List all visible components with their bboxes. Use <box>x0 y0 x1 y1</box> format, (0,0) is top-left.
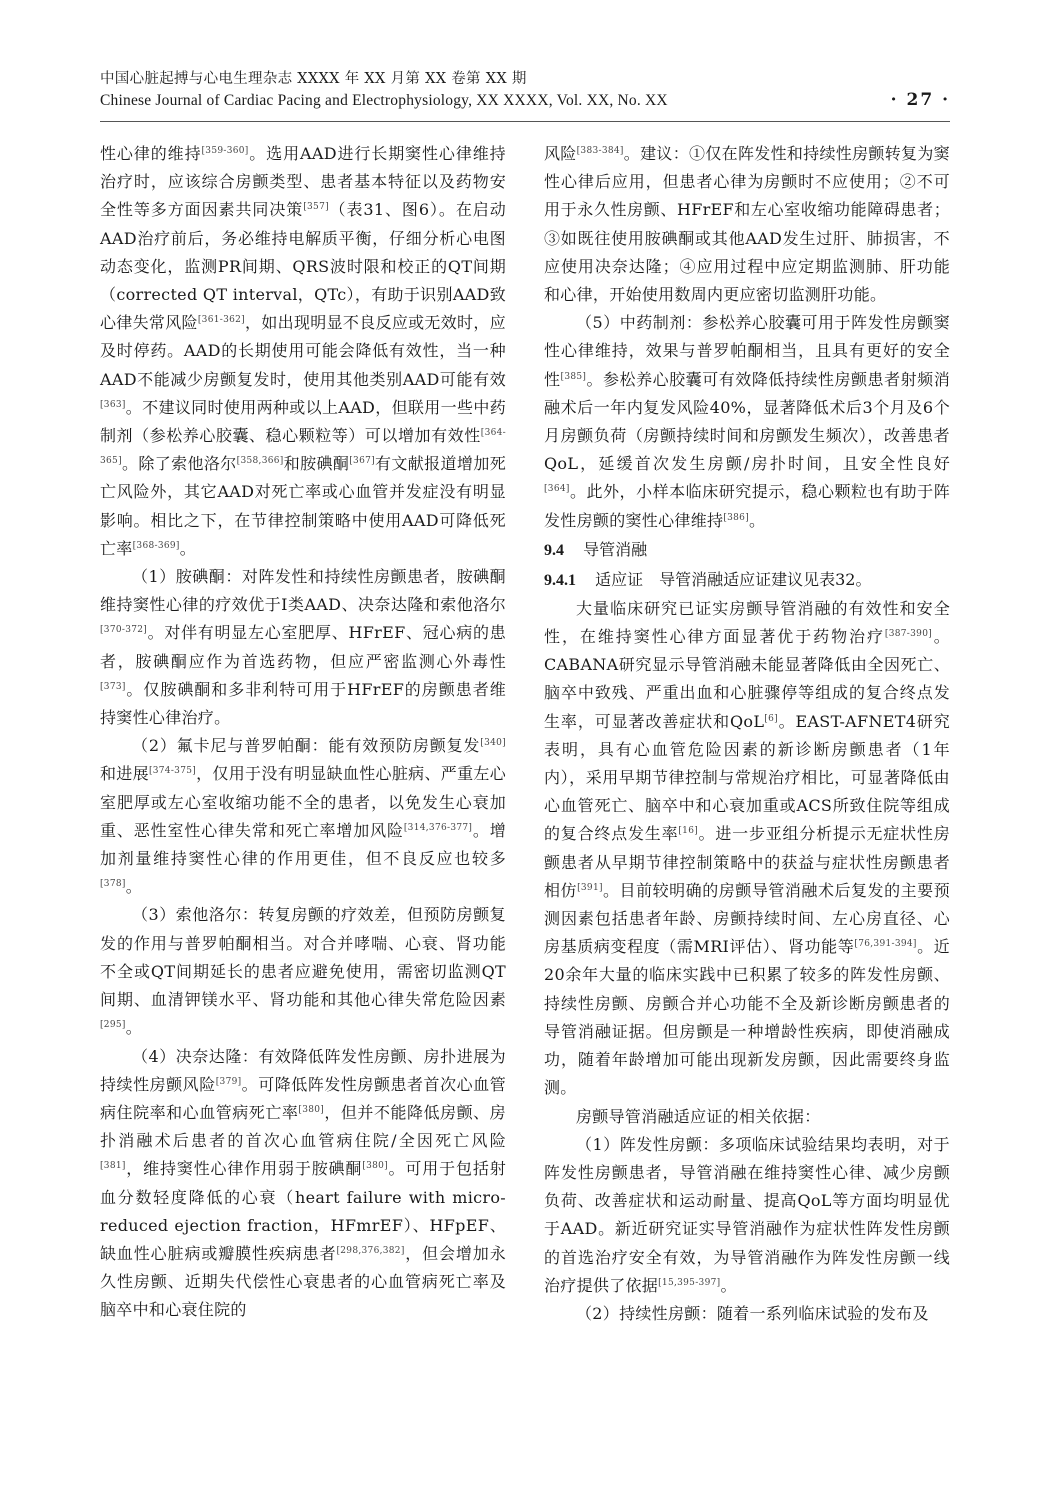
text-run: 。 <box>720 1275 737 1295</box>
subsection-number: 9.4.1 <box>544 571 576 589</box>
citation-ref: [385] <box>560 371 587 382</box>
text-run: 。 <box>179 538 197 558</box>
text-run: 有文献报道增加死亡风险外，其它AAD对死亡率或心血管并发症没有明显影响。相比之下，在节律控制策略中使用AAD可降低死亡率 <box>100 454 506 558</box>
citation-ref: [386] <box>723 512 750 523</box>
section-title: 导管消融 <box>583 539 648 559</box>
paragraph-dronedarone-cont <box>544 140 950 309</box>
text-run: ，如出现明显不良反应或无效时，应及时停药。AAD的长期使用可能会降低有效性，当一种AAD不能减少房颤复发时，使用其他类别AAD可能有效 <box>100 313 506 389</box>
header-rule <box>100 121 950 122</box>
text-run: （表31、图6）。在启动AAD治疗前后，务必维持电解质平衡，仔细分析心电图动态变化，监测PR间期、QRS波时限和校正的QT间期（corrected QT interval，QTc），有助于识别AAD致心律失常风险 <box>100 200 507 333</box>
text-run: 。进一步亚组分析提示无症状性房颤患者从早期节律控制策略中的获益与症状性房颤患者相仿 <box>544 824 950 900</box>
section-heading-9-4 <box>544 535 950 565</box>
text-run: 。 <box>749 510 766 530</box>
citation-ref: [295] <box>100 1020 126 1031</box>
text-run: 。对伴有明显左心室肥厚、HFrEF、冠心病的患者，胺碘酮应作为首选药物，但应严密监测心外毒性 <box>100 623 506 671</box>
citation-ref: [370-372] <box>100 625 148 636</box>
text-run: （2）氟卡尼与普罗帕酮：能有效预防房颤复发 <box>132 736 481 756</box>
citation-ref: [16] <box>678 826 699 837</box>
citation-ref: [379] <box>215 1076 242 1087</box>
citation-ref: [380] <box>362 1161 388 1172</box>
citation-ref: [15,395-397] <box>658 1277 721 1288</box>
citation-ref: [357] <box>303 202 329 213</box>
citation-ref: [76,391-394] <box>854 939 917 950</box>
citation-ref: [359-360] <box>201 146 249 156</box>
text-run: 。除了索他洛尔 <box>121 454 237 474</box>
citation-ref: [358,366] <box>236 456 284 467</box>
running-header <box>100 68 950 112</box>
section-number: 9.4 <box>544 541 564 559</box>
paragraph-persistent-af <box>544 1300 950 1328</box>
text-run: 房颤导管消融适应证的相关依据： <box>576 1106 821 1126</box>
text-run: ，但会增加永久性房颤、近期失代偿性心衰患者的心血管病死亡率及脑卒中和心衰住院的 <box>100 1243 506 1320</box>
citation-ref: [387-390] <box>884 629 933 640</box>
paragraph-indication-basis <box>544 1103 950 1131</box>
text-run: （5）中药制剂：参松养心胶囊可用于阵发性房颤窦性心律维持，效果与普罗帕酮相当，且具有更好的安全性 <box>544 313 950 389</box>
text-run: ，维持窦性心律作用弱于胺碘酮 <box>125 1159 363 1179</box>
text-run: 和胺碘酮 <box>283 454 350 474</box>
paragraph-sotalol <box>100 901 506 1042</box>
citation-ref: [363] <box>100 399 126 410</box>
text-run: 。近20余年大量的临床实践中已积累了较多的阵发性房颤、持续性房颤、房颤合并心功能不全及新诊断房颤患者的导管消融证据。但房颤是一种增龄性疾病，即使消融成功，随着年龄增加可能出现新发房颤，因此需要终身监测。 <box>544 937 950 1098</box>
citation-ref: [361-362] <box>197 315 245 326</box>
citation-ref: [373] <box>100 681 126 692</box>
paragraph-tcm <box>544 309 950 535</box>
text-run: （2）持续性房颤：随着一系列临床试验的发布及 <box>576 1303 929 1323</box>
citation-ref: [364-365] <box>100 428 506 467</box>
page-number: · 27 · <box>890 90 950 110</box>
citation-ref: [340] <box>480 738 506 749</box>
paragraph-flecainide-propafenone <box>100 732 506 901</box>
text-run: 。EAST-AFNET4研究表明，具有心血管危险因素的新诊断房颤患者（1年内），采用早期节律控制与常规治疗相比，可显著降低由心血管死亡、脑卒中和心衰加重或ACS所致住院等组成的复合终点发生率 <box>544 711 950 844</box>
text-run: 。CABANA研究显示导管消融未能显著降低由全因死亡、脑卒中致残、严重出血和心脏骤停等组成的复合终点发生率，可显著改善症状和QoL <box>544 627 950 731</box>
citation-ref: [368-369] <box>132 540 180 551</box>
text-run: 。不建议同时使用两种或以上AAD，但联用一些中药制剂（参松养心胶囊、稳心颗粒等）可以增加有效性 <box>100 397 506 446</box>
text-run: （4）决奈达隆：有效降低阵发性房颤、房扑进展为持续性房颤风险 <box>100 1046 506 1094</box>
paragraph-amiodarone <box>100 563 506 732</box>
text-run: 大量临床研究已证实房颤导管消融的有效性和安全性，在维持窦性心律方面显著优于药物治疗 <box>544 598 950 647</box>
text-run: 。此外，小样本临床研究提示，稳心颗粒也有助于阵发性房颤的窦性心律维持 <box>544 482 950 530</box>
citation-ref: [6] <box>764 713 778 724</box>
text-run: 。目前较明确的房颤导管消融术后复发的主要预测因素包括患者年龄、房颤持续时间、左心房直径、心房基质病变程度（需MRI评估）、肾功能等 <box>544 880 950 957</box>
journal-title-english: Chinese Journal of Cardiac Pacing and Electrophysiology, XX XXXX, Vol. XX, No. XX <box>100 92 668 109</box>
text-run: 。可降低阵发性房颤患者首次心血管病住院率和心血管病死亡率 <box>100 1074 506 1122</box>
text-run: （1）胺碘酮：对阵发性和持续性房颤患者，胺碘酮维持窦性心律的疗效优于Ⅰ类AAD、决奈达隆和索他洛尔 <box>100 567 506 615</box>
text-run: （3）索他洛尔：转复房颤的疗效差，但预防房颤复发的作用与普罗帕酮相当。对合并哮喘、心衰、肾功能不全或QT间期延长的患者应避免使用，需密切监测QT间期、血清钾镁水平、肾功能和其他心律失常危险因素 <box>100 905 506 1010</box>
citation-ref: [380] <box>298 1104 325 1115</box>
text-run: 。可用于包括射血分数轻度降低的心衰（heart failure with micro-reduced ejection fraction，HFmrEF）、HFpEF、缺血性心脏病或瓣膜性疾病患者 <box>100 1159 506 1263</box>
citation-ref: [383-384] <box>576 146 624 156</box>
paragraph-aad-maintenance <box>100 140 506 563</box>
citation-ref: [298,376,382] <box>336 1245 405 1256</box>
text-run: 。参松养心胶囊可有效降低持续性房颤患者射频消融术后一年内复发风险40%，显著降低术后3个月及6个月房颤负荷（房颤持续时间和房颤发生频次），改善患者QoL，延缓首次发生房颤/房扑时间，且安全性良好 <box>544 369 950 474</box>
text-run: ，仅用于没有明显缺血性心脏病、严重左心室肥厚或左心室收缩功能不全的患者，以免发生心衰加重、恶性室性心律失常和死亡率增加风险 <box>100 764 506 840</box>
paragraph-ablation-evidence <box>544 595 950 1103</box>
paragraph-paroxysmal-af <box>544 1131 950 1300</box>
text-run: 和进展 <box>100 764 149 784</box>
text-run: 。 <box>125 1018 143 1038</box>
text-run: 。 <box>125 877 143 897</box>
section-heading-9-4-1 <box>544 565 950 595</box>
text-run: 。仅胺碘酮和多非利特可用于HFrEF的房颤患者维持窦性心律治疗。 <box>100 679 506 728</box>
citation-ref: [374-375] <box>148 766 197 777</box>
text-run: 。增加剂量维持窦性心律的作用更佳，但不良反应也较多 <box>100 820 506 869</box>
left-column <box>100 140 506 1325</box>
citation-ref: [367] <box>349 456 375 467</box>
subsection-title: 适应证 导管消融适应证建议见表32。 <box>595 569 872 589</box>
citation-ref: [381] <box>100 1161 126 1172</box>
text-run: 。选用AAD进行长期窦性心律维持治疗时，应该综合房颤类型、患者基本特征以及药物安全性等多方面因素共同决策 <box>100 144 506 220</box>
citation-ref: [364] <box>544 484 570 495</box>
citation-ref: [314,376-377] <box>403 822 473 833</box>
text-run: ，但并不能降低房颤、房扑消融术后患者的首次心血管病住院/全因死亡风险 <box>100 1102 506 1151</box>
text-run: （1）阵发性房颤：多项临床试验结果均表明，对于阵发性房颤患者，导管消融在维持窦性心律、减少房颤负荷、改善症状和运动耐量、提高QoL等方面均明显优于AAD。新近研究证实导管消融作为症状性阵发性房颤的首选治疗安全有效，为导管消融作为阵发性房颤一线治疗提供了依据 <box>544 1134 950 1295</box>
text-run: 性心律的维持 <box>100 144 202 163</box>
citation-ref: [391] <box>577 882 603 893</box>
journal-title-chinese: 中国心脏起搏与心电生理杂志 XXXX 年 XX 月第 XX 卷第 XX 期 <box>100 71 527 87</box>
paragraph-dronedarone <box>100 1043 506 1325</box>
right-column <box>544 140 950 1328</box>
text-run: 风险 <box>544 144 577 163</box>
text-run: 。建议：①仅在阵发性和持续性房颤转复为窦性心律后应用，但患者心律为房颤时不应使用；②不可用于永久性房颤、HFrEF和左心室收缩功能障碍患者；③如既往使用胺碘酮或其他AAD发生过肝、肺损害，不应使用决奈达隆；④应用过程中应定期监测肺、肝功能和心律，开始使用数周内更应密切监测肝功能。 <box>544 144 950 305</box>
citation-ref: [378] <box>100 879 126 890</box>
